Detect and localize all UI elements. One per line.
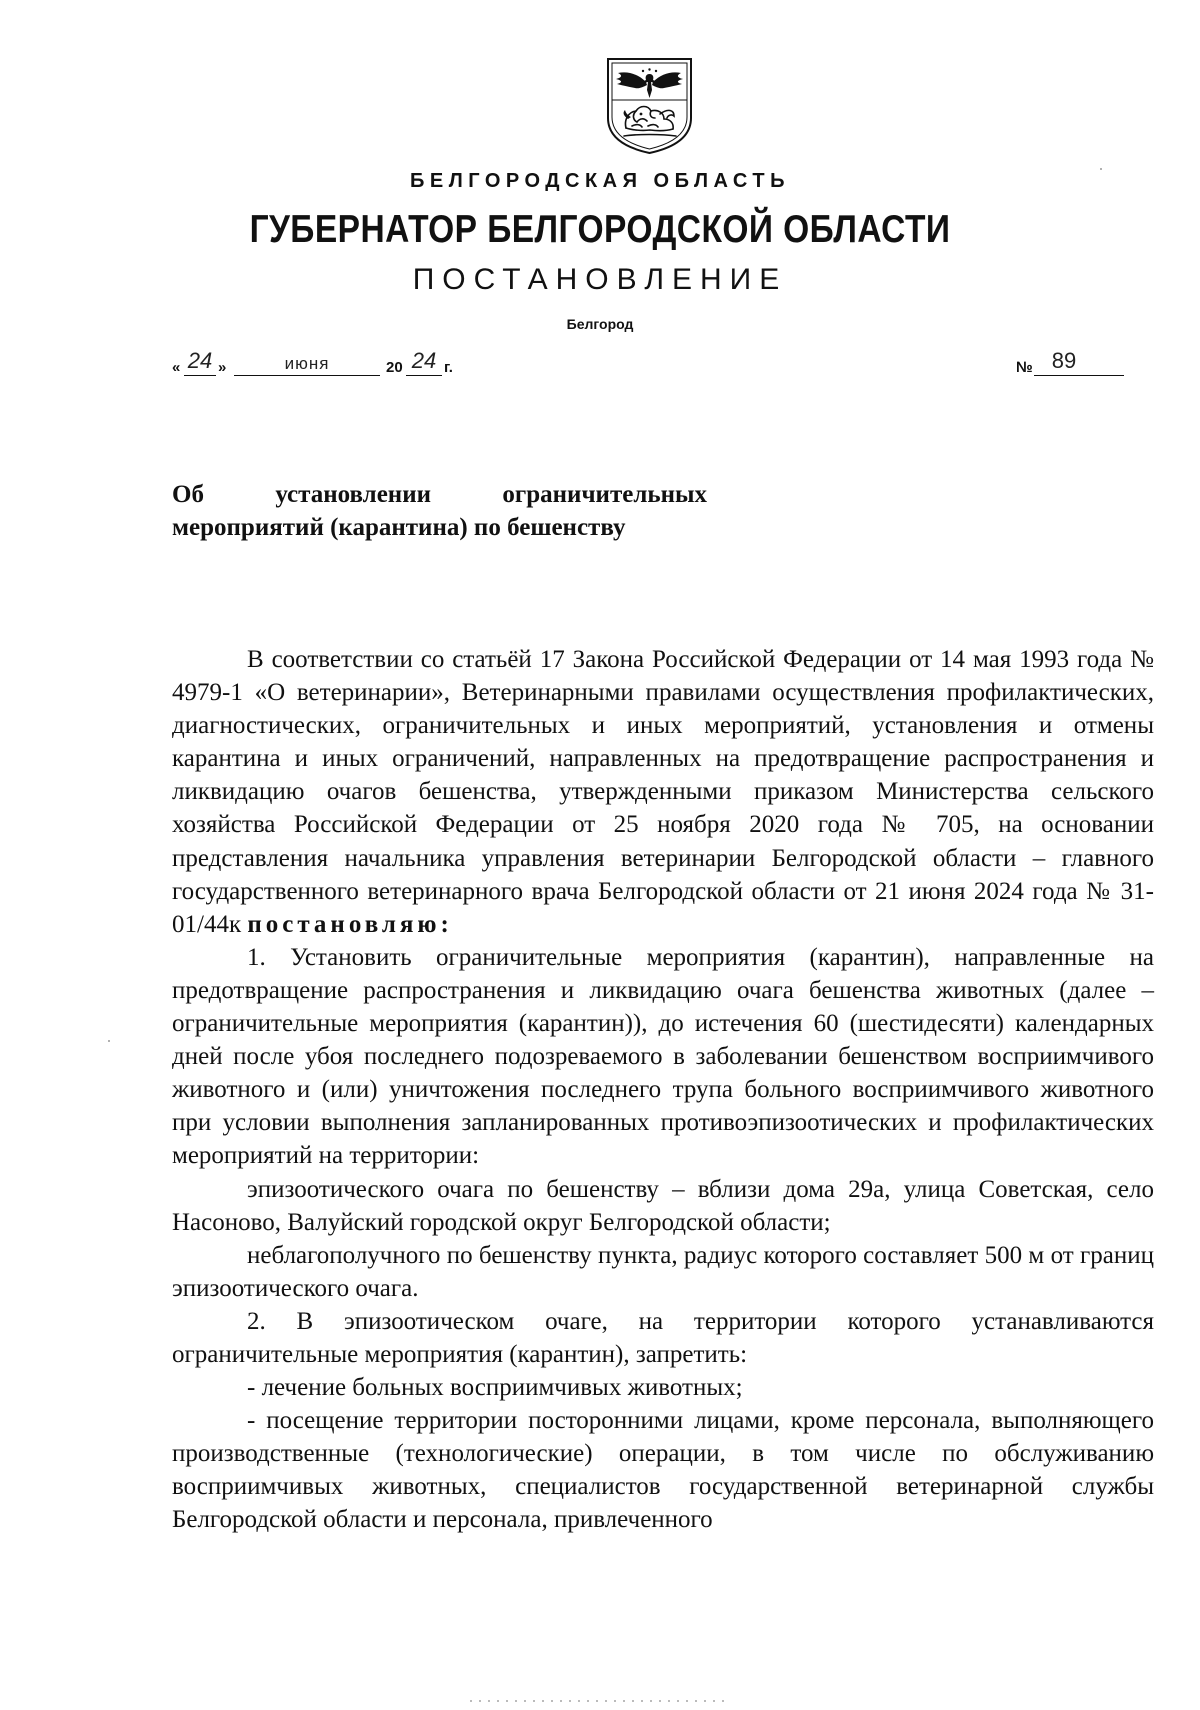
day-underline xyxy=(184,375,216,376)
date-year-prefix: 20 xyxy=(386,359,403,376)
clause-2-paragraph: 2. В эпизоотическом очаге, на территории которого устанавливаются ограничительные мероприятия (карантин), запретить: xyxy=(172,1307,1154,1368)
region-name: БЕЛГОРОДСКАЯ ОБЛАСТЬ xyxy=(410,170,790,192)
document-number: 89 xyxy=(1051,348,1077,373)
preamble-paragraph xyxy=(172,643,1154,941)
month-underline xyxy=(234,375,380,376)
date-close-quote: » xyxy=(218,359,227,376)
number-label: № xyxy=(1016,359,1033,376)
clause-2-item-visits: - посещение территории посторонними лицами, кроме персонала, выполняющего производственные (технологические) операции, в том числе по обслуживанию восприимчивых животных, специалистов государственной ветеринарной службы Белгородской области и персонала, привлеченного xyxy=(172,1407,1154,1534)
clause-1-paragraph: 1. Установить ограничительные мероприятия (карантин), направленные на предотвращение распространения и ликвидацию очага бешенства животных (далее – ограничительные мероприятия (карантин)), до истечения 60 (шестидесяти) календарных дней после убоя последнего подозреваемого в заболевании бешенством восприимчивого животного и (или) уничтожения последнего трупа больного восприимчивого животного при условии выполнения запланированных противоэпизоотических и профилактических мероприятий на территории: xyxy=(172,943,1154,1170)
document-type: ПОСТАНОВЛЕНИЕ xyxy=(412,263,788,296)
scan-speck xyxy=(1100,168,1102,170)
document-body xyxy=(172,643,1154,1537)
clause-2-item-treatment: - лечение больных восприимчивых животных; xyxy=(247,1374,743,1402)
clause-1-point-paragraph: неблагополучного по бешенству пункта, радиус которого составляет 500 м от границ эпизоотического очага. xyxy=(172,1241,1154,1302)
belgorod-coat-of-arms-icon xyxy=(602,56,697,156)
document-subject xyxy=(172,478,707,544)
subject-line-1: Об установлении ограничительных xyxy=(172,481,707,508)
date-year: 24 xyxy=(411,348,437,373)
preamble-text: В соответствии со статьёй 17 Закона Российской Федерации от 14 мая 1993 года № 4979-1 «О ветеринарии», Ветеринарными правилами осуществления профилактических, диагностических, ограничительных и иных мероприятий, установления и отмены карантина и иных ограничений, направленных на предотвращение распространения и ликвидацию очагов бешенства, утвержденными приказом Министерства сельского хозяйства Российской Федерации от 25 ноября 2020 года № 705, на основании представления начальника управления ветеринарии Белгородской области – главного государственного ветеринарного врача Белгородской области от 21 июня 2024 года № 31-01/44к xyxy=(172,646,1154,938)
date-day: 24 xyxy=(187,348,213,373)
scan-speck xyxy=(108,1040,110,1042)
scan-edge-noise xyxy=(470,1700,730,1702)
year-underline xyxy=(406,375,442,376)
document-city: Белгород xyxy=(566,316,634,332)
date-open-quote: « xyxy=(172,359,181,376)
subject-line-2: мероприятий (карантина) по бешенству xyxy=(172,514,626,541)
date-month: июня xyxy=(284,354,330,373)
decree-keyword: постановляю: xyxy=(247,910,453,938)
issuer-title: ГУБЕРНАТОР БЕЛГОРОДСКОЙ ОБЛАСТИ xyxy=(249,208,951,251)
clause-1-focus-paragraph: эпизоотического очага по бешенству – вблизи дома 29а, улица Советская, село Насоново, Валуйский городской округ Белгородской области; xyxy=(172,1175,1154,1236)
number-underline xyxy=(1034,375,1124,376)
dateline xyxy=(172,346,1124,380)
date-year-abbr: г. xyxy=(444,359,453,376)
